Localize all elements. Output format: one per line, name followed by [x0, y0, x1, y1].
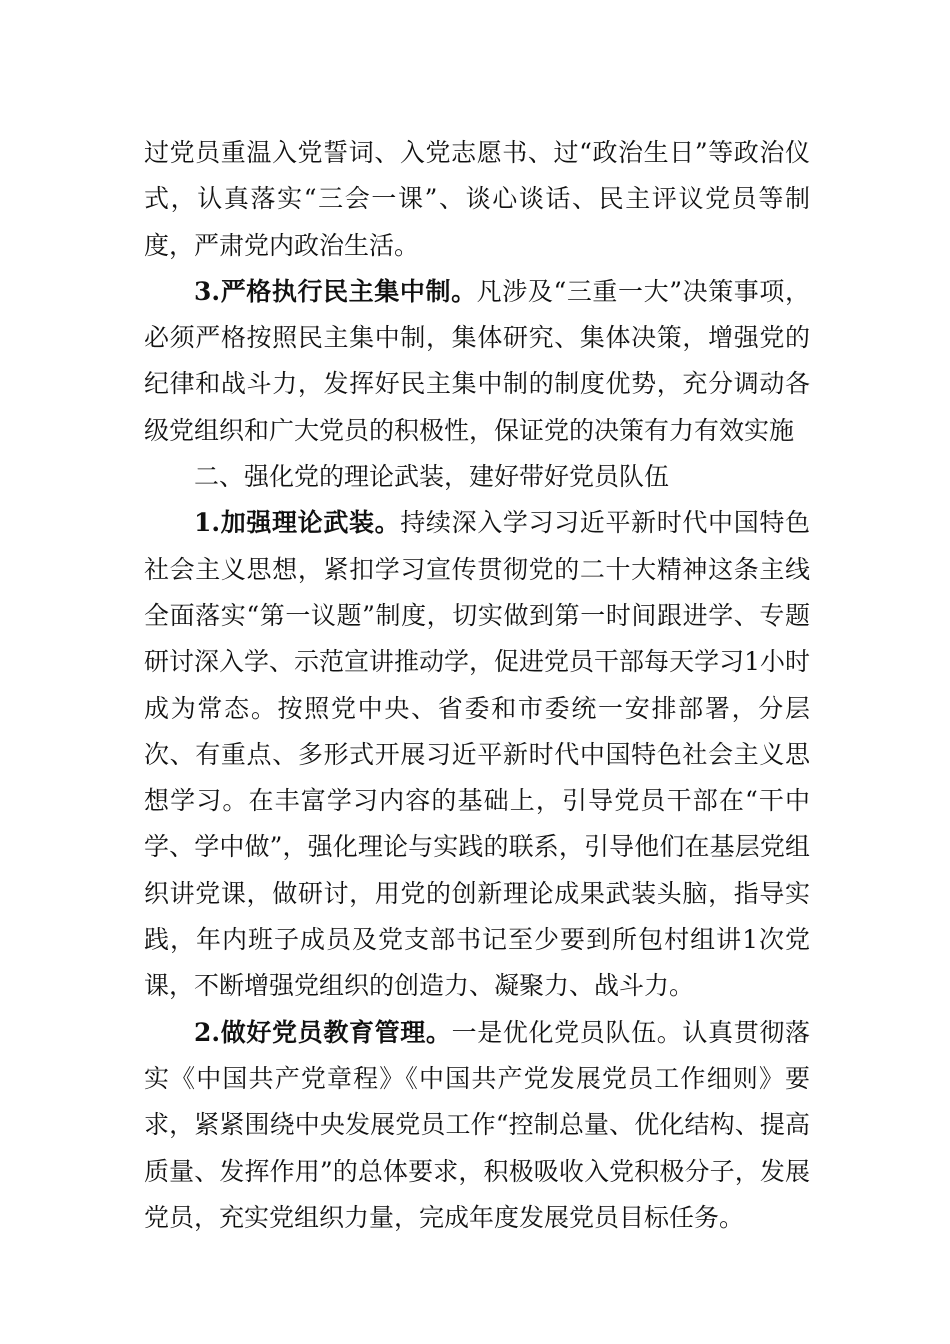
document-body — [144, 130, 810, 1241]
paragraph-lead-heading: 1.加强理论武装。 — [194, 508, 401, 538]
section-heading-text: 二、强化党的理论武装，建好带好党员队伍 — [194, 462, 670, 492]
paragraph-democratic-centralism — [144, 269, 810, 454]
paragraph-lead-heading: 2.做好党员教育管理。 — [194, 1017, 452, 1047]
paragraph-text: 一是优化党员队伍。认真贯彻落实《中国共产党章程》《中国共产党发展党员工作细则》要求，紧紧围绕中央发展党员工作“控制总量、优化结构、提高质量、发挥作用”的总体要求，积极吸收入党积极分子，发展党员，充实党组织力量，完成年度发展党员目标任务。 — [144, 1017, 810, 1232]
paragraph-member-management — [144, 1010, 810, 1241]
paragraph-theory-study — [144, 500, 810, 1009]
section-heading — [144, 454, 810, 500]
paragraph-text: 持续深入学习习近平新时代中国特色社会主义思想，紧扣学习宣传贯彻党的二十大精神这条主线全面落实“第一议题”制度，切实做到第一时间跟进学、专题研讨深入学、示范宣讲推动学，促进党员干部每天学习1小时成为常态。按照党中央、省委和市委统一安排部署，分层次、有重点、多形式开展习近平新时代中国特色社会主义思想学习。在丰富学习内容的基础上，引导党员干部在“干中学、学中做”，强化理论与实践的联系，引导他们在基层党组织讲党课，做研讨，用党的创新理论成果武装头脑，指导实践，年内班子成员及党支部书记至少要到所包村组讲1次党课，不断增强党组织的创造力、凝聚力、战斗力。 — [144, 508, 810, 1001]
paragraph-political-life — [144, 130, 810, 269]
paragraph-lead-heading: 3.严格执行民主集中制。 — [194, 276, 477, 306]
paragraph-text: 过党员重温入党誓词、入党志愿书、过“政治生日”等政治仪式，认真落实“三会一课”、谈心谈话、民主评议党员等制度，严肃党内政治生活。 — [144, 138, 810, 260]
paragraph-text: 凡涉及“三重一大”决策事项，必须严格按照民主集中制，集体研究、集体决策，增强党的纪律和战斗力，发挥好民主集中制的制度优势，充分调动各级党组织和广大党员的积极性，保证党的决策有力有效实施 — [144, 276, 810, 445]
